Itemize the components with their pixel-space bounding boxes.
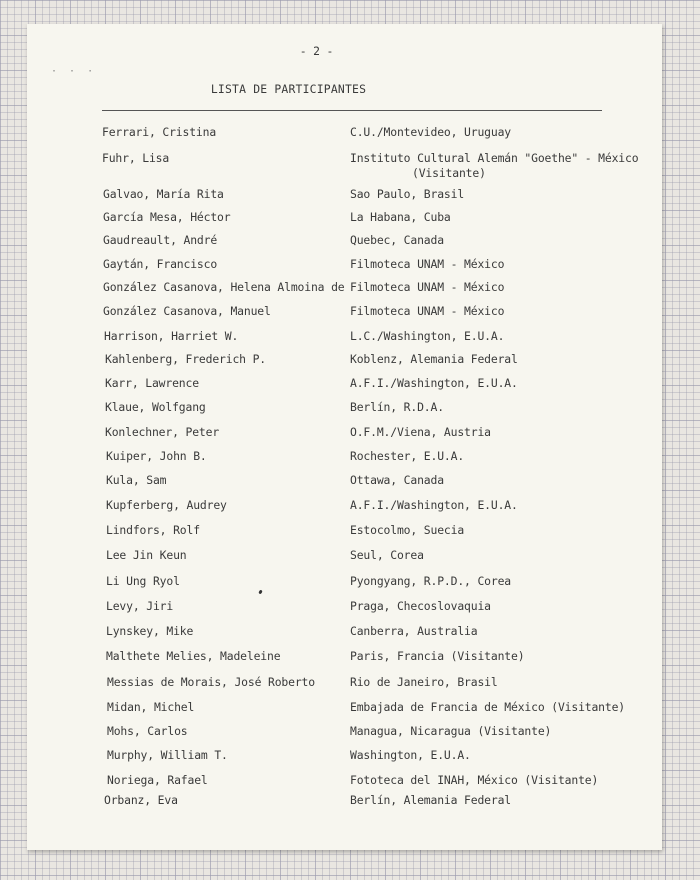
affiliation-text: Paris, Francia (Visitante)	[350, 649, 525, 663]
page-number: - 2 -	[299, 44, 334, 58]
affiliation-text: Berlín, R.D.A.	[350, 400, 444, 414]
affiliation-text: Sao Paulo, Brasil	[350, 187, 465, 201]
affiliation-text: Canberra, Australia	[350, 624, 478, 638]
margin-marks: · · ·	[51, 66, 97, 77]
affiliation-text: Estocolmo, Suecia	[350, 523, 465, 537]
participant-name: Kupferberg, Audrey	[106, 498, 227, 512]
affiliation-text: Washington, E.U.A.	[350, 748, 471, 762]
affiliation-text: La Habana, Cuba	[350, 210, 451, 224]
title-underline	[102, 110, 602, 111]
participant-affiliation	[350, 425, 491, 440]
participant-name: Messias de Morais, José Roberto	[107, 675, 315, 689]
participant-name: González Casanova, Helena Almoina de	[103, 280, 345, 294]
participant-affiliation	[350, 574, 511, 589]
affiliation-text: Managua, Nicaragua (Visitante)	[350, 724, 552, 738]
affiliation-text: Embajada de Francia de México (Visitante)	[350, 700, 626, 714]
affiliation-text: Koblenz, Alemania Federal	[350, 352, 518, 366]
affiliation-text: Praga, Checoslovaquia	[350, 599, 491, 613]
participant-name: Kahlenberg, Frederich P.	[105, 352, 266, 366]
participant-name: Orbanz, Eva	[104, 793, 178, 807]
participant-name: Lee Jin Keun	[106, 548, 187, 562]
participant-affiliation	[350, 376, 518, 391]
participant-affiliation	[350, 304, 504, 319]
affiliation-text: C.U./Montevideo, Uruguay	[350, 125, 511, 139]
participant-affiliation	[350, 473, 444, 488]
participant-name: González Casanova, Manuel	[103, 304, 271, 318]
affiliation-text: Instituto Cultural Alemán "Goethe" - México	[350, 151, 639, 165]
participant-affiliation	[350, 624, 477, 639]
participant-name: Karr, Lawrence	[105, 376, 199, 390]
participant-affiliation	[350, 748, 471, 763]
participant-name: Mohs, Carlos	[107, 724, 188, 738]
affiliation-text: A.F.I./Washington, E.U.A.	[350, 376, 518, 390]
participant-affiliation	[350, 233, 444, 248]
affiliation-text: O.F.M./Viena, Austria	[350, 425, 491, 439]
participant-name: Kula, Sam	[106, 473, 167, 487]
participant-affiliation	[350, 548, 424, 563]
participant-affiliation	[350, 793, 511, 808]
participant-name: Murphy, William T.	[107, 748, 228, 762]
participant-name: Gaudreault, André	[103, 233, 218, 247]
participant-affiliation	[350, 352, 518, 367]
participant-name: Ferrari, Cristina	[102, 125, 217, 139]
affiliation-text: A.F.I./Washington, E.U.A.	[350, 498, 518, 512]
affiliation-text: Quebec, Canada	[350, 233, 444, 247]
affiliation-note: (Visitante)	[412, 166, 486, 180]
affiliation-text: Fototeca del INAH, México (Visitante)	[350, 773, 599, 787]
participant-affiliation	[350, 280, 504, 295]
participant-affiliation	[350, 329, 504, 344]
participant-affiliation	[350, 649, 524, 664]
participant-affiliation	[350, 523, 464, 538]
affiliation-text: Pyongyang, R.P.D., Corea	[350, 574, 511, 588]
participant-name: Li Ung Ryol	[106, 574, 180, 588]
affiliation-text: Filmoteca UNAM - México	[350, 280, 505, 294]
participant-name: Lindfors, Rolf	[106, 523, 200, 537]
participant-name: Galvao, María Rita	[103, 187, 224, 201]
participant-name: Malthete Melies, Madeleine	[106, 649, 281, 663]
participant-name: Konlechner, Peter	[105, 425, 220, 439]
affiliation-text: Rio de Janeiro, Brasil	[350, 675, 498, 689]
affiliation-text: Seul, Corea	[350, 548, 424, 562]
participant-affiliation	[350, 257, 504, 272]
participant-name: Harrison, Harriet W.	[104, 329, 239, 343]
participant-affiliation	[350, 210, 451, 225]
participant-affiliation	[350, 675, 498, 690]
participant-name: Gaytán, Francisco	[103, 257, 218, 271]
affiliation-text: Filmoteca UNAM - México	[350, 304, 505, 318]
participant-name: García Mesa, Héctor	[103, 210, 231, 224]
participant-affiliation	[350, 498, 518, 513]
participant-affiliation	[350, 724, 551, 739]
affiliation-text: Berlín, Alemania Federal	[350, 793, 511, 807]
participant-affiliation	[350, 773, 598, 788]
participant-name: Lynskey, Mike	[106, 624, 194, 638]
participant-affiliation	[350, 151, 638, 181]
document-page	[27, 24, 662, 850]
affiliation-text: Filmoteca UNAM - México	[350, 257, 505, 271]
affiliation-text: Ottawa, Canada	[350, 473, 444, 487]
ink-mark	[258, 590, 263, 595]
participant-name: Noriega, Rafael	[107, 773, 208, 787]
participant-affiliation	[350, 187, 464, 202]
participant-name: Klaue, Wolfgang	[105, 400, 206, 414]
affiliation-text: L.C./Washington, E.U.A.	[350, 329, 505, 343]
participant-affiliation	[350, 125, 511, 140]
participant-affiliation	[350, 400, 444, 415]
participant-affiliation	[350, 599, 491, 614]
participant-name: Levy, Jiri	[106, 599, 174, 613]
participant-name: Midan, Michel	[107, 700, 195, 714]
participant-affiliation	[350, 700, 625, 715]
participant-affiliation	[350, 449, 464, 464]
affiliation-text: Rochester, E.U.A.	[350, 449, 465, 463]
document-title: LISTA DE PARTICIPANTES	[210, 82, 367, 96]
participant-name: Kuiper, John B.	[106, 449, 207, 463]
participant-name: Fuhr, Lisa	[102, 151, 170, 165]
